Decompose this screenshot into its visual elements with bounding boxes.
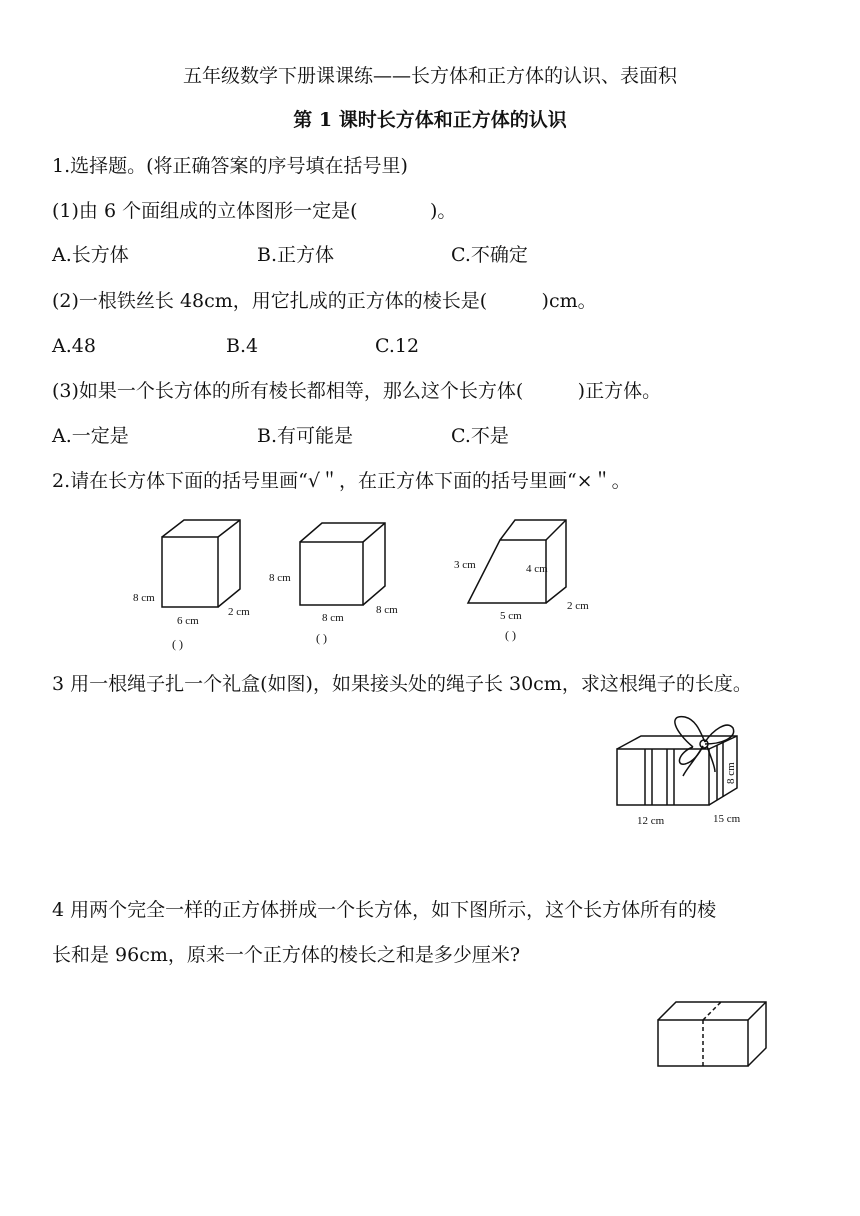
q3-stem: 3 用一根绳子扎一个礼盒(如图)，如果接头处的绳子长 30cm，求这根绳子的长度。 [52,673,752,695]
cuboid-figure [162,520,240,607]
shape2-height-label: 8 cm [269,572,291,584]
q2-figures [120,505,620,655]
q1-p1-option-a: A.长方体 [52,244,129,266]
q2-stem: 2.请在长方体下面的括号里画“√＂，在正方体下面的括号里画“×＂。 [52,470,631,492]
gift-length-label: 12 cm [637,815,665,827]
q1-p3-text: (3)如果一个长方体的所有棱长都相等，那么这个长方体( )正方体。 [52,380,662,402]
shape1-depth-label: 2 cm [228,606,250,618]
q1-p2-option-a: A.48 [52,335,96,357]
lesson-subtitle: 第 1 课时长方体和正方体的认识 [293,109,567,131]
shape1-width-label: 6 cm [177,615,199,627]
q1-p1-option-c: C.不确定 [451,244,528,266]
slanted-prism-figure [468,520,566,603]
shape3-answer-paren: ( ) [505,628,516,642]
page-title: 五年级数学下册课课练——长方体和正方体的认识、表面积 [182,65,677,87]
shape3-bottom-label: 5 cm [500,610,522,622]
q1-p2-option-b: B.4 [226,335,259,357]
shape3-depth-label: 2 cm [567,600,589,612]
q1-p1-text: (1)由 6 个面组成的立体图形一定是( )。 [52,200,457,222]
shape3-right-label: 4 cm [526,563,548,575]
q1-p3-option-b: B.有可能是 [257,425,354,447]
shape3-left-label: 3 cm [454,559,476,571]
shape2-width-label: 8 cm [322,612,344,624]
q1-p2-option-c: C.12 [375,335,420,357]
gift-box-figure [605,712,765,832]
shape2-depth-label: 8 cm [376,604,398,616]
shape2-answer-paren: ( ) [316,631,327,645]
gift-height-label: 8 cm [725,762,737,784]
q1-p3-option-c: C.不是 [451,425,509,447]
q1-p3-option-a: A.一定是 [52,425,129,447]
cube-figure [300,523,385,605]
joined-cubes-figure [652,994,772,1074]
shape1-answer-paren: ( ) [172,637,183,651]
q4-line2: 长和是 96cm，原来一个正方体的棱长之和是多少厘米? [52,944,521,966]
shape1-height-label: 8 cm [133,592,155,604]
q1-p1-option-b: B.正方体 [257,244,335,266]
q1-stem: 1.选择题。(将正确答案的序号填在括号里) [52,155,408,177]
q4-line1: 4 用两个完全一样的正方体拼成一个长方体，如下图所示，这个长方体所有的棱 [52,899,717,921]
gift-width-label: 15 cm [713,813,741,825]
q1-p2-text: (2)一根铁丝长 48cm，用它扎成的正方体的棱长是( )cm。 [52,290,597,312]
